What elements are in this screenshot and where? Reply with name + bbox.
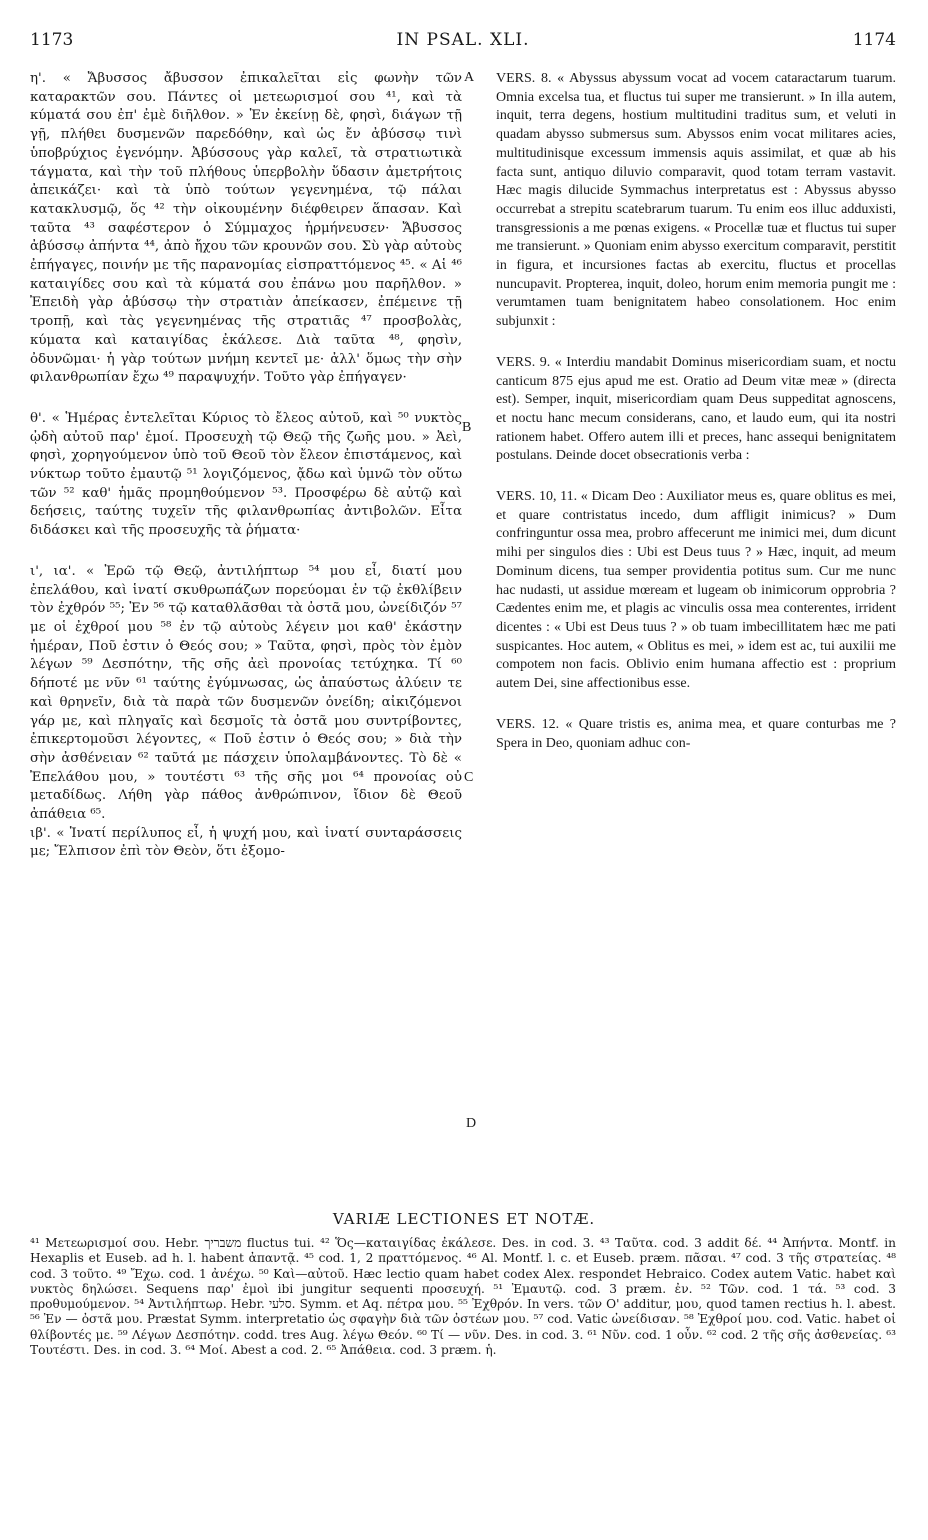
latin-paragraph: VERS. 8. « Abyssus abyssum vocat ad vocem cataractarum tuarum. Omnia excelsa tua, et fluctus tui super me transierunt. » In illa autem, inquit, terra degens, hostium multitudini traditus sum, et veluti in quadam abysso submersus sum. Abyssos enim vocat militares acies, multitudinisque excessum immensis aquis assimilat, et quæ ab his facta sunt, antiquo diluvio comparavit, quod totam terram vastavit. Hæc magis dilucide Symmachus interpretatus est : Abyssus abysso occurrebat a strepitu scatebrarum tuarum. Tu enim eos illuc adduxisti, transgressionis a me pœnas exigens. « Procellæ tuæ et fluctus tui super me transierunt. » Quoniam enim abysso exercitum comparavit, perstitit in figura, et incursiones factas ab exercitu, fluctus et procellas nuncupavit. Propterea, inquit, doleo, horum enim memoria pungit me : verumtamen tuam benignitatem habeo consolationem. Hoc enim subjunxit : <box>496 71 896 330</box>
greek-paragraph: ιβ'. « Ἱνατί περίλυπος εἶ, ἡ ψυχή μου, καὶ ἱνατί συνταράσσεις με; Ἔλπισον ἐπὶ τὸν Θεὸν, ὅτι ἐξομο- <box>30 825 462 860</box>
notes-section <box>30 1236 896 1358</box>
latin-paragraph: VERS. 9. « Interdiu mandabit Dominus misericordiam suam, et noctu canticum 875 ejus apud me est. Oratio ad Deum vitæ meæ » (directa est). Semper, inquit, misericordiam quam Deus suppeditat agnoscens, et noctu hanc mecum considerans, cano, et laudo eum, qui ita nostri rationem habet. Offero autem illi et preces, hanc assequi benignitatem postulans. Deinde docet obsecrationis verba : <box>496 354 896 464</box>
margin-letter-d: D <box>466 1116 477 1131</box>
latin-paragraph: VERS. 12. « Quare tristis es, anima mea, et quare conturbas me ? Spera in Deo, quoniam adhuc con- <box>496 716 896 751</box>
page-header <box>30 30 896 56</box>
page-number-left: 1173 <box>30 30 74 50</box>
greek-column <box>30 70 462 862</box>
margin-letter-b: B <box>462 420 472 435</box>
margin-letter-c: C <box>464 770 474 785</box>
greek-paragraph: θ'. « Ἡμέρας ἐντελεῖται Κύριος τὸ ἔλεος αὐτοῦ, καὶ ⁵⁰ νυκτὸς ᾠδὴ αὐτοῦ παρ' ἐμοί. Προσευχὴ τῷ Θεῷ τῆς ζωῆς μου. » Ἀεὶ, φησὶ, χορηγούμενον ὑπὸ τοῦ Θεοῦ τὸν ἔλεον ἐπιστάμενος, καὶ νύκτωρ τοῦτο ἐμαυτῷ ⁵¹ λογιζόμενος, ᾄδω καὶ ὑμνῶ τὸν οὕτω τῶν ⁵² καθ' ἡμᾶς προμηθούμενον ⁵³. Προσφέρω δὲ αὐτῷ καὶ δεήσεις, ταύτης τυχεῖν τῆς φιλανθρωπίας ἀντιβολῶν. Εἶτα διδάσκει καὶ τῆς προσευχῆς τὰ ῥήματα· <box>30 410 462 539</box>
notes-title: VARIÆ LECTIONES ET NOTÆ. <box>332 1210 596 1228</box>
latin-paragraph: VERS. 10, 11. « Dicam Deo : Auxiliator meus es, quare oblitus es mei, et quare contristatus incedo, dum affligit inimicus? » Dum confringuntur ossa mea, probro affecerunt me inimici mei, dum dicunt mihi per singulos dies : Ubi est Deus tuus ? » Hæc, inquit, ad meum Dominum dicens, tua semper providentia potitus sum. Cur me nunc hac nudasti, ut assidue mœream et lugeam ob inimicorum opprobria ? Cædentes enim me, et plagis ac vinculis ossa mea conterentes, irrident dicentes : « Ubi est Deus tuus ? » ob tuam imbecillitatem hæc me pati suspicantes. Hoc autem, « Oblitus es mei, » idem est ac, tui auxilii me compotem non facis. Oblivio enim humana affectio est : proprium autem Dei, sine affectionibus esse. <box>496 489 896 692</box>
margin-letter-a: A <box>464 70 475 85</box>
notes-text: ⁴¹ Μετεωρισμοί σου. Hebr. משבריך fluctus tui. ⁴² Ὅς—καταιγίδας ἐκάλεσε. Des. in cod. 3. ⁴³ Ταῦτα. cod. 3 addit δέ. ⁴⁴ Ἀπήντα. Montf. in Hexaplis et Euseb. ad h. l. habent ἀπαντᾷ. ⁴⁵ cod. 1, 2 πραττόμενος. ⁴⁶ Al. Montf. l. c. et Euseb. præm. πᾶσαι. ⁴⁷ cod. 3 τῆς στρατείας. ⁴⁸ cod. 3 τοῦτο. ⁴⁹ Ἔχω. cod. 1 ἀνέχω. ⁵⁰ Καὶ—αὐτοῦ. Hæc lectio quam habet codex Alex. respondet Hebraico. Codex autem Vatic. habet καὶ νυκτὸς δηλώσει. Sequens παρ' ἐμοὶ ibi jungitur sequenti προσευχή. ⁵¹ Ἐμαυτῷ. cod. 3 præm. ἐν. ⁵² Τῶν. cod. 1 τά. ⁵³ cod. 3 προθυμούμενον. ⁵⁴ Ἀντιλήπτωρ. Hebr. סלעי. Symm. et Aq. πέτρα μου. ⁵⁵ Ἐχθρόν. In vers. τῶν O' additur, μου, quod tamen rectius h. l. abest. ⁵⁶ Ἐν — ὀστᾶ μου. Præstat Symm. interpretatio ὡς σφαγὴν διὰ τῶν ὀστέων μου. ⁵⁷ cod. Vatic ὠνείδισαν. ⁵⁸ Ἐχθροί μου. cod. Vatic. habet οἱ θλίβοντές με. ⁵⁹ Λέγων Δεσπότην. codd. tres Aug. λέγω Θεόν. ⁶⁰ Τί — νῦν. Des. in cod. 3. ⁶¹ Νῦν. cod. 1 οὖν. ⁶² cod. 2 τῆς σῆς ἀσθενείας. ⁶³ Τουτέστι. Des. in cod. 3. ⁶⁴ Μοί. Abest a cod. 2. ⁶⁵ Ἀπάθεια. cod. 3 præm. ἡ. <box>30 1236 896 1358</box>
greek-paragraph: η'. « Ἄβυσσος ἄβυσσον ἐπικαλεῖται εἰς φωνὴν τῶν καταρακτῶν σου. Πάντες οἱ μετεωρισμοί σου ⁴¹, καὶ τὰ κύματά σου ἐπ' ἐμὲ διῆλθον. » Ἐν ἐκείνῃ δὲ, φησὶ, διάγων τῇ γῇ, πλήθει δυσμενῶν παρεδόθην, καὶ ὡς ἔν ἀβύσσῳ τινὶ ὑποβρύχιος ἐγενόμην. Ἀβύσσους γὰρ καλεῖ, τὰ στρατιωτικὰ τάγματα, καὶ τὴν τοῦ πλήθους ὑπερβολὴν ὕδασιν ἀμετρήτοις ἀπεικάζει· καὶ τὰ ὑπὸ τούτων γεγενημένα, τῷ πάλαι κατακλυσμῷ, ὅς ⁴² τὴν οἰκουμένην διέφθειρεν ἅπασαν. Καὶ ταῦτα ⁴³ σαφέστερον ὁ Σύμμαχος ἡρμήνευσεν· Ἄβυσσος ἀβύσσῳ ἀπήντα ⁴⁴, ἀπὸ ἤχου τῶν κρουνῶν σου. Σὺ γὰρ αὐτοὺς ἐπήγαγες, ποινήν με τῆς παρανομίας εἰσπραττόμενος ⁴⁵. « Αἱ ⁴⁶ καταιγίδες σου καὶ τὰ κύματά σου ἐπάνω μου παρῆλθον. » Ἐπειδὴ γὰρ ἀβύσσῳ τὴν στρατιὰν ἀπείκασεν, ἐπέμεινε τῇ τροπῇ, καὶ τὰς γεγενημένας τῆς στρατιᾶς ⁴⁷ προσβολὰς, κύματα καὶ καταιγίδας ἐκάλεσε. Διὰ ταῦτα ⁴⁸, φησὶν, ὀδυνῶμαι· ἡ γὰρ τούτων μνήμη κεντεῖ με· ἀλλ' ὅμως τὴν σὴν φιλανθρωπίαν ἔχω ⁴⁹ παραψυχήν. Τοῦτο γὰρ ἐπήγαγεν· <box>30 71 462 386</box>
running-title: IN PSAL. XLI. <box>396 30 530 50</box>
greek-paragraph: ι', ια'. « Ἐρῶ τῷ Θεῷ, ἀντιλήπτωρ ⁵⁴ μου εἶ, διατί μου ἐπελάθου, καὶ ἱνατί σκυθρωπάζων πορεύομαι ἐν τῷ ἐκθλίβειν τὸν ἐχθρόν ⁵⁵; Ἐν ⁵⁶ τῷ καταθλᾶσθαι τὰ ὀστᾶ μου, ὠνείδιζόν ⁵⁷ με οἱ ἐχθροί μου ⁵⁸ ἐν τῷ αὐτοὺς λέγειν μοι καθ' ἑκάστην ἡμέραν, Ποῦ ἐστιν ὁ Θεός σου; » Ταῦτα, φησὶ, πρὸς τὸν ἐμὸν λέγων ⁵⁹ Δεσπότην, τῆς σῆς ἀεὶ προνοίας τετύχηκα. Τί ⁶⁰ δήποτέ με νῦν ⁶¹ ταύτης ἐγύμνωσας, ὡς ἀπαύστως ἀλύειν τε καὶ θρηνεῖν, διὰ τὰ παρὰ τῶν δυσμενῶν ὀνείδη; αἰκιζόμενοι γάρ με, καὶ πληγαῖς καὶ δεσμοῖς τὰ ὀστᾶ μου συντρίβοντες, ἐπικερτομοῦσι λέγοντες, « Ποῦ ἐστιν ὁ Θεός σου; » διὰ τὴν σὴν ἀσθένειαν ⁶² ταῦτά με πάσχειν ὑπολαμβάνοντες. Τὸ δὲ « Ἐπελάθου μου, » τουτέστι ⁶³ τῆς σῆς μοι ⁶⁴ προνοίας οὐ μεταδίδως. Λήθη γὰρ πάθος ἀνθρώπινον, ἴδιον δὲ Θεοῦ ἀπάθεια ⁶⁵. <box>30 563 462 823</box>
page-number-right: 1174 <box>852 30 896 50</box>
latin-column <box>496 70 896 753</box>
